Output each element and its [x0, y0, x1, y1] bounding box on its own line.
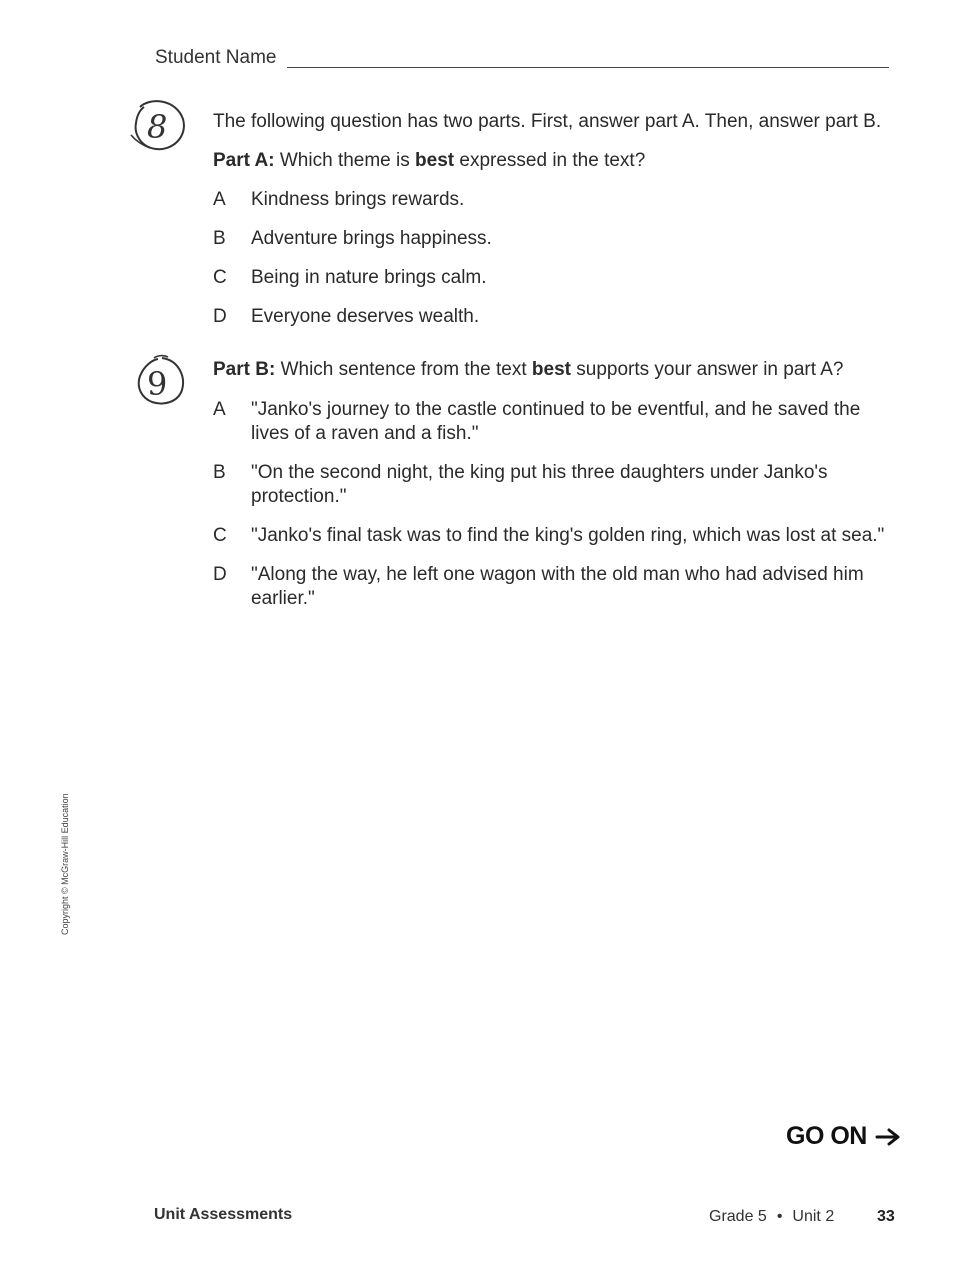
handwritten-circle-9-icon: [128, 352, 190, 414]
footer-section-title: Unit Assessments: [154, 1206, 293, 1223]
page-number: 33: [877, 1208, 895, 1225]
option-letter: B: [213, 462, 226, 483]
part-b-label: Part B:: [213, 359, 276, 380]
handwritten-circle-8-icon: [128, 95, 190, 157]
option-letter: C: [213, 267, 227, 288]
option-letter: D: [213, 564, 227, 585]
arrow-right-icon: [875, 1128, 901, 1146]
student-name-line[interactable]: [287, 67, 889, 68]
footer-grade-unit: [709, 1208, 834, 1226]
footer-separator: •: [776, 1208, 783, 1225]
go-on-label: GO ON: [786, 1122, 867, 1150]
option-text: "Janko's journey to the castle continued to be eventful, and he saved the lives of a raven and a fish.": [251, 399, 861, 444]
part-b-prompt: [213, 359, 843, 381]
part-a-prompt-post: expressed in the text?: [459, 150, 646, 171]
part-a-label: Part A:: [213, 150, 275, 171]
option-text: "On the second night, the king put his three daughters under Janko's protection.": [251, 462, 828, 507]
option-text: "Along the way, he left one wagon with the old man who had advised him earlier.": [251, 564, 864, 609]
part-b-prompt-post: supports your answer in part A?: [576, 359, 844, 380]
option-letter: C: [213, 525, 227, 546]
footer-unit: Unit 2: [792, 1208, 835, 1225]
student-name-label: Student Name: [155, 47, 277, 68]
part-a-prompt-pre: Which theme is: [279, 150, 410, 171]
handwritten-number-9: 9: [147, 365, 168, 403]
option-letter: D: [213, 306, 227, 327]
footer-grade: Grade 5: [709, 1208, 767, 1225]
option-text: Adventure brings happiness.: [251, 228, 492, 249]
part-a-prompt: [213, 150, 645, 172]
option-letter: A: [213, 399, 226, 420]
part-b-prompt-bold: best: [531, 359, 571, 380]
option-letter: B: [213, 228, 226, 249]
option-text: Being in nature brings calm.: [251, 267, 487, 288]
part-b-prompt-pre: Which sentence from the text: [280, 359, 527, 380]
question-intro: The following question has two parts. First, answer part A. Then, answer part B.: [213, 111, 882, 132]
handwritten-number-8: 8: [147, 108, 168, 146]
option-text: "Janko's final task was to find the king's golden ring, which was lost at sea.": [251, 525, 885, 546]
option-text: Kindness brings rewards.: [251, 189, 465, 210]
option-text: Everyone deserves wealth.: [251, 306, 480, 327]
option-letter: A: [213, 189, 226, 210]
go-on-indicator: [786, 1122, 901, 1151]
part-a-prompt-bold: best: [415, 150, 455, 171]
copyright-notice: Copyright © McGraw-Hill Education: [60, 793, 70, 935]
